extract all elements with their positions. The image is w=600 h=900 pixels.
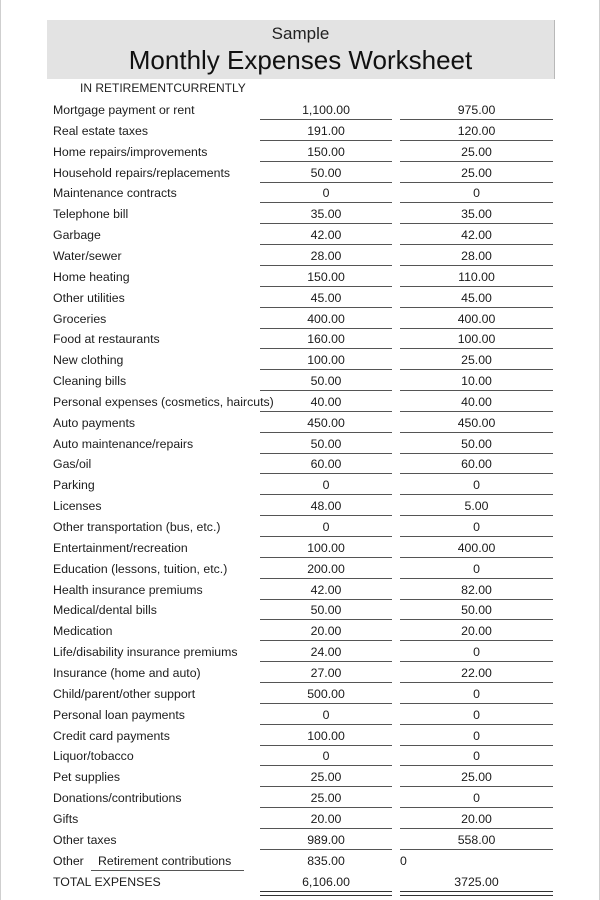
retirement-value: 35.00 <box>310 207 342 222</box>
expense-label: Telephone bill <box>53 207 129 222</box>
retirement-value: 24.00 <box>310 645 342 660</box>
currently-underline <box>400 307 553 308</box>
currently-value: 110.00 <box>458 269 495 284</box>
currently-value: 25.00 <box>461 165 492 180</box>
currently-underline <box>400 682 553 683</box>
retirement-value: 1,100.00 <box>302 103 350 117</box>
table-row <box>0 163 600 184</box>
currently-value: 0 <box>473 520 480 534</box>
retirement-value: 989.00 <box>307 832 345 847</box>
table-row <box>0 746 600 767</box>
currently-value: 20.00 <box>461 811 492 826</box>
expense-label: Life/disability insurance premiums <box>53 645 238 660</box>
currently-underline <box>400 328 553 329</box>
expense-label: Cleaning bills <box>53 374 127 389</box>
retirement-value: 100.00 <box>307 728 345 743</box>
expense-label: Parking <box>53 478 95 493</box>
retirement-underline <box>260 557 392 558</box>
currently-underline <box>400 348 553 349</box>
currently-value: 35.00 <box>461 207 492 222</box>
expense-label: Education (lessons, tuition, etc.) <box>53 561 228 576</box>
table-row <box>0 413 600 434</box>
header-subtitle: Sample <box>271 24 330 43</box>
table-row <box>0 684 600 705</box>
table-row <box>0 309 600 330</box>
table-row <box>0 121 600 142</box>
currently-value: 0 <box>473 186 480 201</box>
total-retirement-double-underline <box>260 891 392 896</box>
retirement-value: 150.00 <box>307 269 345 284</box>
retirement-value: 45.00 <box>310 290 342 305</box>
expense-label: Entertainment/recreation <box>53 540 188 555</box>
retirement-value: 50.00 <box>310 436 342 451</box>
retirement-underline <box>260 390 392 391</box>
currently-underline <box>400 578 553 579</box>
currently-value: 50.00 <box>461 603 492 618</box>
currently-value: 45.00 <box>461 290 492 305</box>
currently-underline <box>400 599 553 600</box>
currently-underline <box>400 849 553 850</box>
retirement-underline <box>260 619 392 620</box>
expense-label: Auto payments <box>53 415 136 430</box>
currently-underline <box>400 724 553 725</box>
currently-value: 42.00 <box>461 228 492 243</box>
retirement-value: 0 <box>322 186 330 201</box>
table-row <box>0 767 600 788</box>
currently-underline <box>400 807 553 808</box>
currently-underline <box>400 182 553 183</box>
currently-underline <box>400 828 553 829</box>
currently-value: 0 <box>473 561 480 576</box>
table-row <box>0 329 600 350</box>
expense-label: Maintenance contracts <box>53 186 177 201</box>
expense-label: Personal loan payments <box>53 707 185 722</box>
retirement-value: 100.00 <box>307 353 345 368</box>
currently-underline <box>400 161 553 162</box>
retirement-value: 20.00 <box>310 811 342 826</box>
retirement-underline <box>260 828 392 829</box>
retirement-value: 50.00 <box>310 603 342 618</box>
retirement-value: 0 <box>322 749 330 764</box>
table-row <box>0 621 600 642</box>
currently-underline <box>400 515 553 516</box>
table-row <box>0 580 600 601</box>
currently-value: 50.00 <box>461 436 492 451</box>
currently-value: 0 <box>473 645 480 660</box>
retirement-underline <box>260 432 392 433</box>
currently-underline <box>400 473 553 474</box>
table-row <box>0 183 600 204</box>
currently-underline <box>400 119 553 120</box>
table-row <box>0 204 600 225</box>
worksheet-header <box>47 20 555 79</box>
currently-value: 975.00 <box>457 103 496 117</box>
currently-underline <box>400 244 553 245</box>
currently-value: 10.00 <box>461 374 492 389</box>
table-row <box>0 434 600 455</box>
table-row <box>0 246 600 267</box>
currently-value: 0 <box>473 728 480 743</box>
table-row <box>0 726 600 747</box>
expense-label: Health insurance premiums <box>53 582 203 597</box>
retirement-underline <box>260 536 392 537</box>
retirement-underline <box>260 328 392 329</box>
retirement-value: 0 <box>322 478 330 493</box>
total-retirement-value: 6,106.00 <box>302 875 350 890</box>
expense-label: Medical/dental bills <box>53 603 157 618</box>
retirement-underline <box>260 786 392 787</box>
table-row <box>0 809 600 830</box>
retirement-underline <box>260 807 392 808</box>
retirement-value: 200.00 <box>307 561 345 576</box>
currently-value: 400.00 <box>457 311 496 326</box>
currently-value: 400.00 <box>457 540 496 555</box>
retirement-value: 25.00 <box>310 791 342 806</box>
retirement-value: 450.00 <box>307 415 345 430</box>
retirement-underline <box>260 411 392 412</box>
expense-label: Licenses <box>53 499 102 514</box>
retirement-value: 0 <box>322 520 330 534</box>
retirement-value: 191.00 <box>307 123 345 138</box>
retirement-value: 27.00 <box>310 665 342 680</box>
expense-label: Water/sewer <box>53 248 122 263</box>
table-row <box>0 830 600 851</box>
currently-value: 82.00 <box>461 582 492 597</box>
retirement-value: 60.00 <box>310 457 342 472</box>
total-currently-value: 3725.00 <box>454 875 499 890</box>
table-row <box>0 267 600 288</box>
expense-label: Home repairs/improvements <box>53 144 208 159</box>
table-row <box>0 559 600 580</box>
table-row <box>0 392 600 413</box>
currently-underline <box>400 453 553 454</box>
currently-value: 0 <box>473 791 480 806</box>
currently-underline <box>400 786 553 787</box>
retirement-underline <box>260 244 392 245</box>
table-row <box>0 663 600 684</box>
expense-label: Other transportation (bus, etc.) <box>53 520 221 534</box>
retirement-underline <box>260 515 392 516</box>
expense-label: Gifts <box>53 811 79 826</box>
retirement-value: 40.00 <box>310 394 342 409</box>
retirement-underline <box>260 661 392 662</box>
table-row <box>0 225 600 246</box>
retirement-underline <box>260 307 392 308</box>
column-headers: IN RETIREMENTCURRENTLY <box>80 81 246 95</box>
expense-label: Liquor/tobacco <box>53 749 134 764</box>
currently-underline <box>400 202 553 203</box>
retirement-underline <box>260 223 392 224</box>
currently-underline <box>400 390 553 391</box>
currently-underline <box>400 765 553 766</box>
retirement-underline <box>260 640 392 641</box>
retirement-underline <box>260 161 392 162</box>
retirement-underline <box>260 348 392 349</box>
currently-underline <box>400 640 553 641</box>
expense-label: Home heating <box>53 269 130 284</box>
retirement-underline <box>260 745 392 746</box>
page-title: Monthly Expenses Worksheet <box>128 45 473 75</box>
currently-underline <box>400 432 553 433</box>
expense-label: Garbage <box>53 228 101 243</box>
currently-value: 25.00 <box>461 353 492 368</box>
expense-label: Credit card payments <box>53 728 170 743</box>
retirement-underline <box>260 473 392 474</box>
currently-underline <box>400 286 553 287</box>
total-row <box>0 872 600 893</box>
retirement-underline <box>260 202 392 203</box>
table-row <box>0 642 600 663</box>
total-currently-double-underline <box>400 891 553 896</box>
currently-underline <box>400 140 553 141</box>
currently-value: 60.00 <box>461 457 492 472</box>
expense-label: Medication <box>53 624 113 639</box>
retirement-underline <box>260 765 392 766</box>
currently-value: 22.00 <box>461 665 492 680</box>
retirement-value: 500.00 <box>307 686 345 701</box>
currently-underline <box>400 265 553 266</box>
expense-label: Personal expenses (cosmetics, haircuts) <box>53 394 274 409</box>
currently-value: 0 <box>473 707 480 722</box>
currently-value: 0 <box>400 853 407 868</box>
currently-value: 5.00 <box>464 499 489 514</box>
retirement-value: 160.00 <box>307 332 345 347</box>
retirement-value: 50.00 <box>310 165 342 180</box>
table-row <box>0 371 600 392</box>
retirement-value: 400.00 <box>307 311 345 326</box>
currently-value: 558.00 <box>457 832 496 847</box>
retirement-underline <box>260 369 392 370</box>
retirement-value: 48.00 <box>310 499 342 514</box>
currently-underline <box>400 494 553 495</box>
table-row <box>0 788 600 809</box>
table-row <box>0 600 600 621</box>
retirement-value: 42.00 <box>310 228 342 243</box>
retirement-value: 25.00 <box>310 770 342 785</box>
table-row <box>0 350 600 371</box>
retirement-value: 835.00 <box>307 853 345 868</box>
table-row <box>0 496 600 517</box>
table-row <box>0 538 600 559</box>
expense-label: Food at restaurants <box>53 332 160 347</box>
table-row <box>0 475 600 496</box>
table-row <box>0 517 600 538</box>
expense-label: Household repairs/replacements <box>53 165 231 180</box>
currently-value: 40.00 <box>461 394 492 409</box>
retirement-underline <box>260 119 392 120</box>
total-label: TOTAL EXPENSES <box>53 875 161 890</box>
retirement-underline <box>260 703 392 704</box>
expense-label: Groceries <box>53 311 107 326</box>
retirement-value: 42.00 <box>310 582 342 597</box>
retirement-underline <box>260 599 392 600</box>
retirement-value: 0 <box>322 707 330 722</box>
expense-label: Auto maintenance/repairs <box>53 436 194 451</box>
currently-underline <box>400 745 553 746</box>
currently-underline <box>400 703 553 704</box>
retirement-underline <box>260 682 392 683</box>
expense-label: Insurance (home and auto) <box>53 665 201 680</box>
table-row <box>0 100 600 121</box>
retirement-value: 50.00 <box>310 374 342 389</box>
retirement-value: 100.00 <box>307 540 345 555</box>
currently-underline <box>400 619 553 620</box>
retirement-underline <box>260 265 392 266</box>
currently-value: 0 <box>473 749 480 764</box>
retirement-underline <box>260 286 392 287</box>
retirement-underline <box>260 849 392 850</box>
currently-value: 0 <box>473 478 480 493</box>
retirement-underline <box>260 724 392 725</box>
retirement-value: 150.00 <box>307 144 345 159</box>
retirement-underline <box>260 578 392 579</box>
retirement-underline <box>260 494 392 495</box>
table-row <box>0 142 600 163</box>
currently-underline <box>400 369 553 370</box>
expense-label: Real estate taxes <box>53 123 149 138</box>
currently-underline <box>400 223 553 224</box>
currently-underline <box>400 661 553 662</box>
other-description: Retirement contributions <box>98 853 232 868</box>
expense-label: Other utilities <box>53 290 125 305</box>
currently-value: 20.00 <box>461 624 492 639</box>
table-row <box>0 288 600 309</box>
table-row <box>0 705 600 726</box>
expense-label: New clothing <box>53 353 124 368</box>
retirement-underline <box>260 453 392 454</box>
currently-underline <box>400 536 553 537</box>
expense-label: Child/parent/other support <box>53 686 196 701</box>
currently-value: 25.00 <box>461 144 492 159</box>
expense-label: Other taxes <box>53 832 117 847</box>
table-row <box>0 454 600 475</box>
currently-value: 450.00 <box>457 415 496 430</box>
retirement-underline <box>260 140 392 141</box>
other-description-underline <box>91 870 244 871</box>
currently-underline <box>400 557 553 558</box>
currently-value: 120.00 <box>457 123 496 138</box>
currently-value: 100.00 <box>457 332 496 347</box>
other-label: Other <box>53 853 84 868</box>
currently-value: 0 <box>473 686 480 701</box>
currently-value: 28.00 <box>461 248 492 263</box>
currently-underline <box>400 411 553 412</box>
other-row <box>0 851 600 872</box>
retirement-underline <box>260 182 392 183</box>
expense-label: Gas/oil <box>53 457 92 472</box>
expense-label: Pet supplies <box>53 770 120 785</box>
retirement-value: 20.00 <box>310 624 342 639</box>
retirement-value: 28.00 <box>310 248 342 263</box>
other-description-field <box>91 854 244 868</box>
expense-label: Mortgage payment or rent <box>53 103 195 117</box>
expense-label: Donations/contributions <box>53 791 182 806</box>
currently-value: 25.00 <box>461 770 492 785</box>
